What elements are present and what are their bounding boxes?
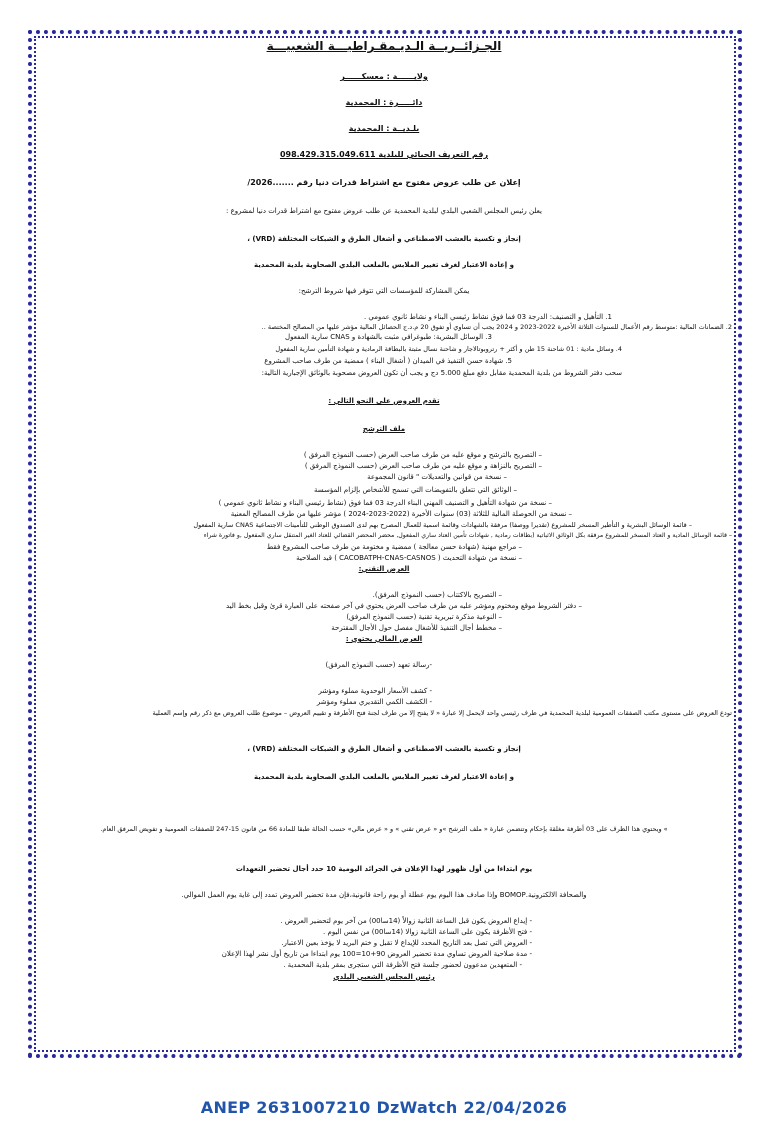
technical-heading: العرض التقني: [358,565,410,573]
notice-title: إعلان عن طلب عروض مفتوح مع اشتراط قدرات دنيا رقم .......2026/ [247,178,521,187]
candidacy-item-1: – التصريح بالترشح و موقع عليه من طرف صاحب العرض (حسب النموذج المرفق ) [303,451,542,459]
project-line-2-repeat: و إعادة الاعتبار لغرف تغيير الملابس بالملعب البلدي الصحاوية بلدية المحمدية [254,773,514,781]
financial-item-3: - الكشف الكمي التقديري مملوء ومؤشر [316,698,432,706]
envelope-text: » ويحتوي هذا الظرف على 03 أظرفة مغلقة بإحكام وتتضمن عبارة « ملف الترشح »و « عرض تقني » و « عرض مالي» حسب الحالة طبقا للمادة 66 من قانون 15-247 للصفقات العمومية و تفويض المرفق العام. [100,825,668,833]
final-item-5: - المتعهدين مدعوون لحضور جلسة فتح الأظرفة التي ستجرى بمقر بلدية المحمدية . [283,961,522,969]
condition-5: 5. شهادة حسن التنفيذ في الميدان ( أشغال البناء ) ممضية من طرف صاحب المشروع [264,357,512,365]
candidacy-item-4: – الوثائق التي تتعلق بالتفويضات التي تسمح للأشخاص بإلزام المؤسسة [314,486,517,494]
financial-item-1: -رسالة تعهد (حسب النموذج المرفق) [325,661,432,669]
project-line-1-repeat: إنجاز و تكسية بالعشب الاصطناعي و أشغال الطرق و الشبكات المختلفة (VRD) ، [247,745,521,753]
candidacy-item-5: – نسخة من شهادة التأهيل و التصنيف المهني البناء الدرجة 03 فما فوق (نشاط رئيسي البناء و نشاط ثانوي عمومي ) [218,499,552,507]
notice-intro: يعلن رئيس المجلس الشعبي البلدي لبلدية المحمدية عن طلب عروض مفتوح مع اشتراط قدرات دنيا لمشروع : [226,207,542,215]
technical-item-3: – النوعية مذكرة تبريرية تقنية (حسب النموذج المرفق) [346,613,502,621]
candidacy-item-7: – قائمة الوسائل البشرية و التأطير المسخر للمشروع (تقديرا ووصفا) مرفقة بالشهادات وقائمة اسمية للعمال المصرح بهم لدى الصندوق الوطني للتأمينات الاجتماعية CNAS سارية المفعول [193,521,692,529]
final-item-2: - فتح الأظرفة يكون على الساعة الثانية زوالا (14سا00) من نفس اليوم . [323,928,532,936]
final-item-4: - مدة صلاحية العروض تساوي مدة تحضير العروض 90+10=100 يوم ابتداءا من تاريخ أول نشر لهذا الإعلان [221,950,532,958]
bomop-text: والصحافة الالكترونية.BOMOP وإذا صادف هذا اليوم يوم عطلة أو يوم راحة قانونية،فإن مدة تحضير العروض تمدد إلى غاية يوم العمل الموالي. [181,891,587,899]
notice-document [36,38,732,1048]
signature: رئيس المجلس الشعبي البلدي [333,973,435,981]
condition-1: 1. التأهيل و التصنيف: الدرجة 03 فما فوق نشاط رئيسي البناء و نشاط ثانوي عمومي . [363,313,612,321]
condition-4: 4. وسائل مادية : 01 شاحنة 15 طن و أكثر + رتروبوتالاجار و شاحنة نسال مثبتة بالبطاقة الرمادية و شهادة التأمين سارية المفعول [275,345,622,353]
candidacy-item-10: – نسخة من شهادة التحديث ( CACOBATPH-CNAS-CASNOS ) قيد الصلاحية [296,554,522,562]
daira-line: دائـــــرة : المحمدية [345,98,423,107]
specs-withdrawal: سحب دفتر الشروط من بلدية المحمدية مقابل دفع مبلغ 5.000 دج و يجب أن تكون العروض مصحوبة بالوثائق الإجبارية التالية: [261,369,622,377]
candidacy-item-3: – نسخة من قوانين والتعديلات " قانون المجموعة [367,473,507,481]
eligibility-text: يمكن المشاركة للمؤسسات التي تتوفر فيها شروط الترشح: [298,287,470,295]
project-line-2: و إعادة الاعتبار لغرف تغيير الملابس بالملعب البلدي الصحاوية بلدية المحمدية [254,261,514,269]
technical-item-1: – التصريح بالاكتتاب (حسب النموذج المرفق). [372,591,502,599]
candidacy-heading: ملف الترشح [362,425,406,433]
commune-line: بلـديــة : المحمدية [348,124,420,133]
offers-heading: تقدم العروض على النحو التالي : [328,397,440,405]
candidacy-item-2: – التصريح بالنزاهة و موقع عليه من طرف صاحب العرض (حسب النموذج المرفق ) [304,462,542,470]
project-line-1: إنجاز و تكسية بالعشب الاصطناعي و أشغال الطرق و الشبكات المختلفة (VRD) ، [247,235,521,243]
technical-item-4: – مخطط أجال التنفيذ للأشغال مفصل حول الأجال المقترحة [331,624,502,632]
deposit-text: تودع العروض على مستوى مكتب الصفقات العمومية لبلدية المحمدية في ظرف رئيسي واحد لايحمل إلا عبارة « لا يفتح إلا من طرف لجنة فتح الأظرفة و تقييم العروض – موضوع طلب العروض مع ذكر رقم وإسم العملية [152,709,732,717]
candidacy-item-8: – قائمة الوسائل المادية و العتاد المسخر للمشروع مرفقة بكل الوثائق الاثباتية (بطاقات رمادية , شهادات تأمين العتاد ساري المفعول, محضر المحضر القضائي للعتاد الغير المتنقل ساري المفعول ,و فاتورة شراء [203,532,732,539]
footer-reference: ANEP 2631007210 DzWatch 22/04/2026 [200,1098,568,1117]
wilaya-line: ولايــــــة : معسكــــــر [340,72,428,81]
candidacy-item-9: – مراجع مهنية (شهادة حسن معالجة ) ممضية و مختومة من طرف صاحب المشروع فقط [266,543,522,551]
candidacy-item-6: – نسخة من الحوصلة المالية للثلاثة (03) سنوات الأخيرة (2022-2023-2024 ) مؤشر عليها من طرف المصالح المعنية [230,510,572,518]
prep-time: يوم ابتداءا من أول ظهور لهذا الإعلان في الجرائد اليومية 10 حدد أجال تحضير التعهدات [235,865,533,873]
financial-item-2: - كشف الأسعار الوحدوية مملوء ومؤشر [318,687,432,695]
condition-2: 2. الضمانات المالية :متوسط رقم الأعمال للسنوات الثلاثة الأخيرة 2022-2023 و 2024 يجب أن تساوي أو تفوق 20 م.د.ج الحصائل المالية مؤشر عليها من المصالح المختصة .. [261,323,732,331]
republic-title: الجـزائــريــة الـديـمقـراطيـــة الشعبيـــة [266,39,502,53]
final-item-3: - العروض التي تصل بعد التاريخ المحدد للإيداع لا تقبل و ختم البريد لا يؤخذ بعين الاعتبار. [281,939,532,947]
condition-3: 3. الوسائل البشرية: طبوغرافي مثبت بالشهادة و CNAS سارية المفعول [285,333,492,341]
technical-item-2: – دفتر الشروط موقع ومختوم ومؤشر عليه من طرف صاحب العرض يحتوي في آخر صفحته على العبارة قرئ وقبل بخط اليد [225,602,582,610]
financial-heading: العرض المالي يحتوي : [345,635,423,643]
fiscal-id: رقم التعريف الجبائي للبلدية 098.429.315.049.611 [279,150,489,159]
final-item-1: - إيداع العروض يكون قبل الساعة الثانية زوالاً (14سا00) من آخر يوم لتحضير العروض . [280,917,532,925]
